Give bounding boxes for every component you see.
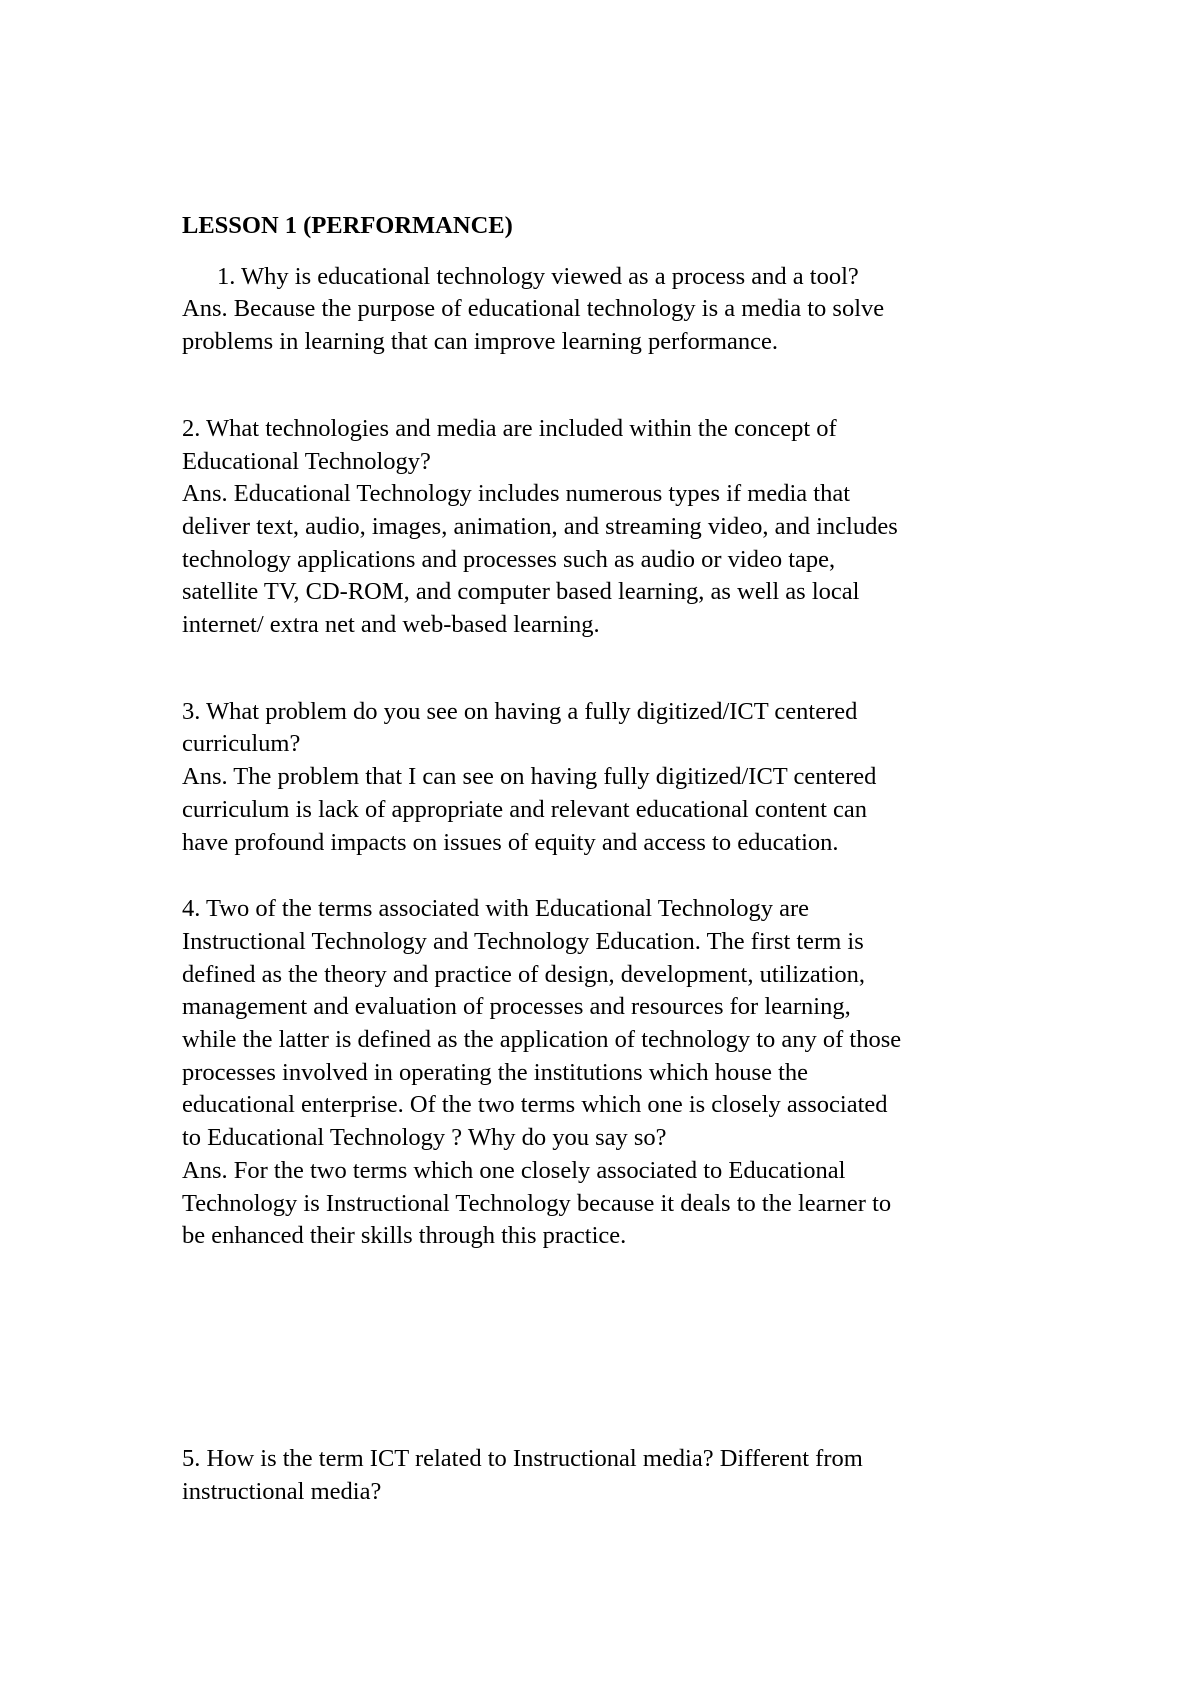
question-5-block — [182, 1443, 1062, 1508]
question-3-line: 3. What problem do you see on having a fully digitized/ICT centered — [182, 697, 858, 725]
answer-4-line: Technology is Instructional Technology because it deals to the learner to — [182, 1189, 892, 1217]
answer-4-line: Ans. For the two terms which one closely associated to Educational — [182, 1156, 846, 1184]
answer-2-line: internet/ extra net and web-based learning. — [182, 611, 600, 639]
spacer — [182, 642, 1062, 696]
answer-2-line: satellite TV, CD-ROM, and computer based learning, as well as local — [182, 578, 860, 606]
lesson-title: LESSON 1 (PERFORMANCE) — [182, 212, 513, 239]
question-4-line: educational enterprise. Of the two terms which one is closely associated — [182, 1091, 888, 1119]
question-5-line: 5. How is the term ICT related to Instructional media? Different from — [182, 1444, 863, 1472]
answer-4-line: be enhanced their skills through this practice. — [182, 1222, 627, 1250]
answer-1-line: problems in learning that can improve learning performance. — [182, 328, 778, 356]
answer-3-line: Ans. The problem that I can see on having fully digitized/ICT centered — [182, 763, 877, 791]
answer-1-line: Ans. Because the purpose of educational technology is a media to solve — [182, 295, 885, 323]
question-4-line: Instructional Technology and Technology Education. The first term is — [182, 927, 864, 955]
answer-2-line: Ans. Educational Technology includes numerous types if media that — [182, 480, 851, 508]
question-1-block — [182, 261, 1062, 359]
question-4-line: defined as the theory and practice of design, development, utilization, — [182, 960, 866, 988]
answer-3-line: have profound impacts on issues of equity and access to education. — [182, 828, 839, 856]
question-5-line: instructional media? — [182, 1477, 382, 1505]
question-3-line: curriculum? — [182, 730, 301, 758]
answer-3-line: curriculum is lack of appropriate and relevant educational content can — [182, 795, 868, 823]
spacer — [182, 859, 1062, 893]
question-4-block — [182, 893, 1062, 1253]
question-2-block — [182, 413, 1062, 642]
document-body — [182, 210, 1062, 1508]
answer-2-line: technology applications and processes such as audio or video tape, — [182, 545, 836, 573]
answer-2-line: deliver text, audio, images, animation, and streaming video, and includes — [182, 512, 898, 540]
question-4-line: processes involved in operating the institutions which house the — [182, 1058, 809, 1086]
question-4-line: while the latter is defined as the application of technology to any of those — [182, 1026, 902, 1054]
spacer — [182, 359, 1062, 413]
question-4-line: management and evaluation of processes and resources for learning, — [182, 993, 851, 1021]
question-4-line: to Educational Technology ? Why do you say so? — [182, 1124, 667, 1152]
question-1-text: 1. Why is educational technology viewed as a process and a tool? — [217, 262, 859, 290]
question-4-line: 4. Two of the terms associated with Educational Technology are — [182, 895, 810, 923]
question-2-line: Educational Technology? — [182, 447, 431, 475]
question-3-block — [182, 696, 1062, 860]
question-2-line: 2. What technologies and media are included within the concept of — [182, 414, 837, 442]
spacer — [182, 1253, 1062, 1443]
